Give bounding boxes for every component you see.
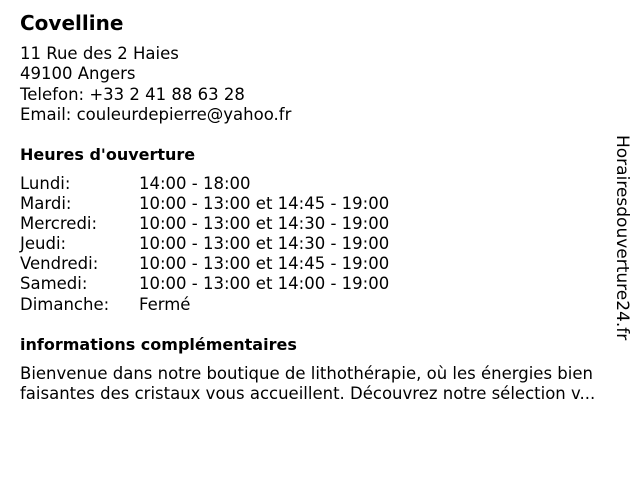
- time-value: 10:00 - 13:00 et 14:45 - 19:00: [139, 194, 390, 214]
- city-address: 49100 Angers: [20, 64, 136, 84]
- day-label: Lundi:: [20, 174, 71, 193]
- day-label: Mercredi:: [20, 214, 98, 234]
- day-label: Samedi:: [20, 274, 88, 294]
- time-value: 10:00 - 13:00 et 14:30 - 19:00: [139, 234, 390, 254]
- phone-number: Telefon: +33 2 41 88 63 28: [20, 84, 245, 104]
- street-address: 11 Rue des 2 Haies: [20, 44, 179, 63]
- business-name: Covelline: [20, 11, 124, 35]
- day-label: Mardi:: [20, 194, 72, 214]
- additional-info-heading: informations complémentaires: [20, 335, 297, 354]
- time-value: 10:00 - 13:00 et 14:45 - 19:00: [139, 254, 390, 274]
- time-value: 10:00 - 13:00 et 14:30 - 19:00: [139, 214, 390, 234]
- site-watermark: Horairesdouverture24.fr: [612, 135, 632, 341]
- email-address: Email: couleurdepierre@yahoo.fr: [20, 104, 292, 124]
- opening-hours-heading: Heures d'ouverture: [20, 145, 196, 164]
- time-value: Fermé: [139, 294, 191, 314]
- business-description: Bienvenue dans notre boutique de lithothérapie, où les énergies bien faisantes des cristaux vous accueillent. Découvrez notre sélection v...: [20, 364, 596, 404]
- time-value: 10:00 - 13:00 et 14:00 - 19:00: [139, 274, 390, 294]
- day-label: Jeudi:: [20, 234, 67, 254]
- day-label: Vendredi:: [20, 254, 99, 274]
- day-label: Dimanche:: [20, 294, 110, 314]
- time-value: 14:00 - 18:00: [139, 174, 251, 193]
- contact-block: [20, 44, 291, 125]
